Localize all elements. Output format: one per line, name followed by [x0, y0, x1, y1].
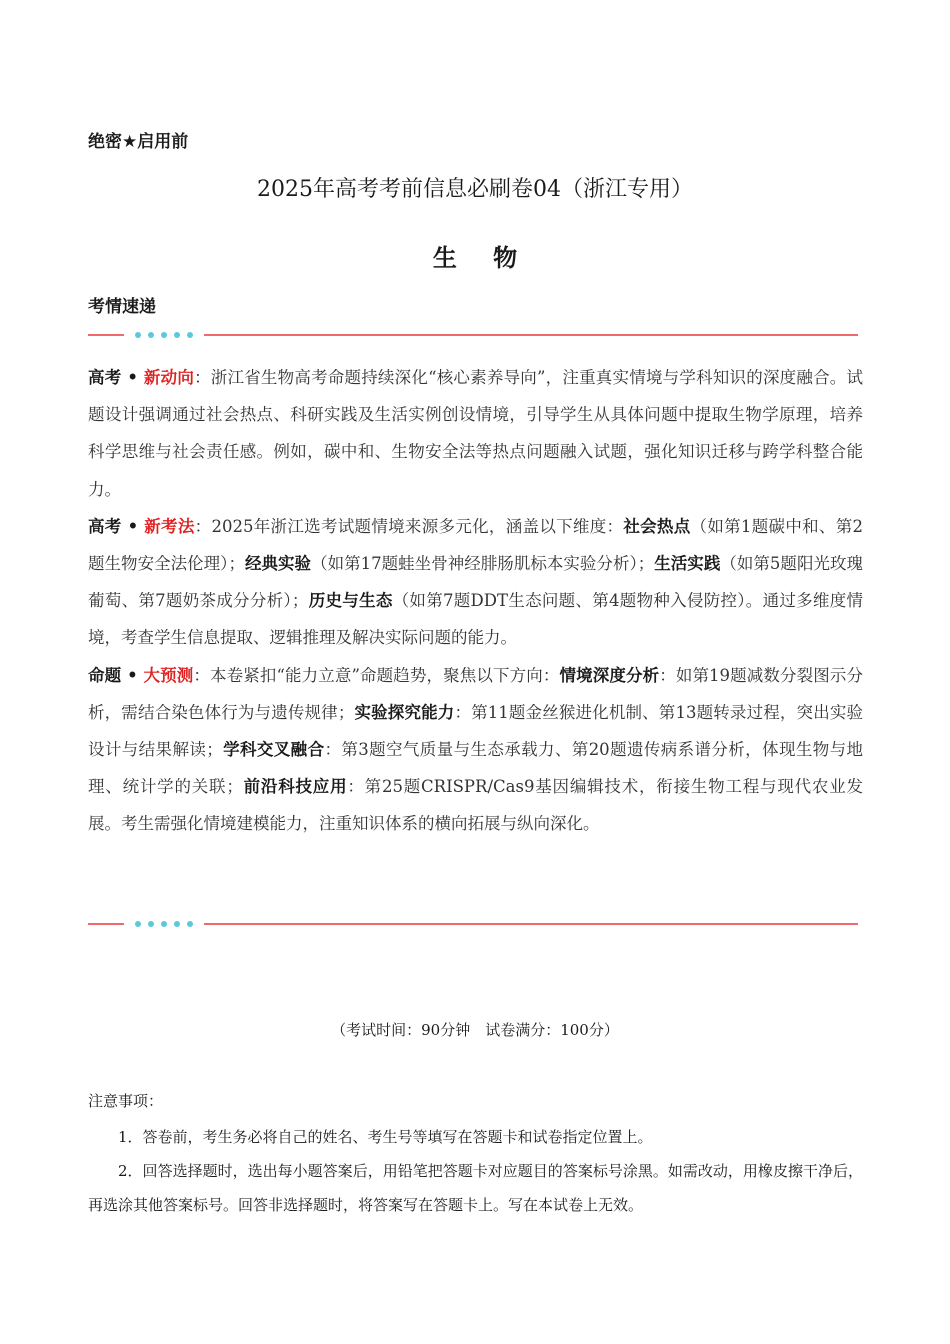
notice-item: 1．答卷前，考生务必将自己的姓名、考生号等填写在答题卡和试卷指定位置上。 [118, 1128, 653, 1146]
paragraph-text: ：第11题金丝猴进化机制、第13题转录过程，突出实验设计与结果解读； [88, 702, 864, 760]
keyword: 学科交叉融合 [222, 740, 325, 760]
keyword: 生活实践 [654, 554, 721, 574]
keyword: 情境深度分析 [559, 665, 660, 685]
decorative-divider-bottom [88, 919, 858, 929]
paragraph-colon: ： [193, 665, 210, 685]
decorative-divider-top [88, 330, 858, 340]
confidential-label: 绝密★启用前 [88, 132, 189, 152]
paragraph-colon: ： [194, 516, 212, 536]
divider-dot [161, 921, 167, 927]
paragraph-text: （如第1题碳中和、第2题生物安全法伦理）； [88, 516, 864, 574]
paragraph-text: （如第7题DDT生态问题、第4题物种入侵防控）。通过多维度情境，考查学生信息提取、逻辑推理及解决实际问题的能力。 [88, 591, 863, 648]
paragraph-text: ：如第19题减数分裂图示分析，需结合染色体行为与遗传规律； [88, 665, 864, 722]
divider-dot [135, 332, 141, 338]
paragraph-text: 2025年浙江选考试题情境来源多元化，涵盖以下维度： [211, 516, 624, 536]
trend-paragraph-prediction [88, 657, 863, 843]
paragraph-lead-highlight: 大预测 [143, 665, 194, 685]
exam-time-and-score: （考试时间：90分钟 试卷满分：100分） [331, 1021, 619, 1039]
paragraph-lead-highlight: 新动向 [143, 368, 195, 387]
notice-title: 注意事项： [88, 1092, 164, 1110]
keyword: 前沿科技应用 [242, 777, 348, 797]
notice-item: 2．回答选择题时，选出每小题答案后，用铅笔把答题卡对应题目的答案标号涂黑。如需改动，用橡皮擦干净后，再选涂其他答案标号。回答非选择题时，将答案写在答题卡上。写在本试卷上无效。 [88, 1162, 863, 1214]
divider-line-left [88, 334, 124, 336]
paragraph-text: ：第25题CRISPR/Cas9基因编辑技术，衔接生物工程与现代农业发展。考生需强化情境建模能力，注重知识体系的横向拓展与纵向深化。 [88, 777, 863, 834]
divider-dot [148, 921, 154, 927]
keyword: 实验探究能力 [354, 702, 455, 722]
divider-dot [174, 332, 180, 338]
divider-dot [135, 921, 141, 927]
paragraph-lead: 高考 • [88, 516, 145, 536]
divider-dot [161, 332, 167, 338]
divider-dot [174, 921, 180, 927]
divider-line-left [88, 923, 124, 925]
trend-paragraph-new-direction [88, 359, 863, 508]
keyword: 社会热点 [623, 516, 691, 536]
divider-dot [187, 921, 193, 927]
paragraph-lead: 高考 • [88, 368, 144, 387]
paragraph-text: （如第5题阳光玫瑰葡萄、第7题奶茶成分分析）； [88, 554, 864, 611]
keyword: 经典实验 [244, 554, 312, 574]
paragraph-lead: 命题 • [88, 665, 144, 685]
keyword: 历史与生态 [308, 591, 393, 611]
paragraph-text: 本卷紧扣“能力立意”命题趋势，聚焦以下方向： [210, 665, 560, 685]
paragraph-text: 浙江省生物高考命题持续深化“核心素养导向”，注重真实情境与学科知识的深度融合。试题设计强调通过社会热点、科研实践及生活实例创设情境，引导学生从具体问题中提取生物学原理，培养科学思维与社会责任感。例如，碳中和、生物安全法等热点问题融入试题，强化知识迁移与跨学科整合能力。 [88, 368, 864, 499]
subject-title: 生 物 [432, 244, 532, 272]
paragraph-text: ：第3题空气质量与生态承载力、第20题遗传病系谱分析，体现生物与地理、统计学的关联； [88, 740, 864, 797]
trend-paragraph-new-method [88, 508, 863, 657]
divider-line-right [204, 334, 858, 336]
divider-dot [187, 332, 193, 338]
paragraph-colon: ： [194, 368, 211, 387]
paper-title: 2025年高考考前信息必刷卷04（浙江专用） [257, 177, 693, 202]
divider-dot [148, 332, 154, 338]
section-heading: 考情速递 [88, 297, 156, 317]
divider-line-right [204, 923, 858, 925]
notice-list [88, 1120, 863, 1222]
paragraph-text: （如第17题蛙坐骨神经腓肠肌标本实验分析）； [311, 554, 655, 574]
paragraph-lead-highlight: 新考法 [144, 516, 195, 536]
exam-trends-block [88, 359, 863, 843]
